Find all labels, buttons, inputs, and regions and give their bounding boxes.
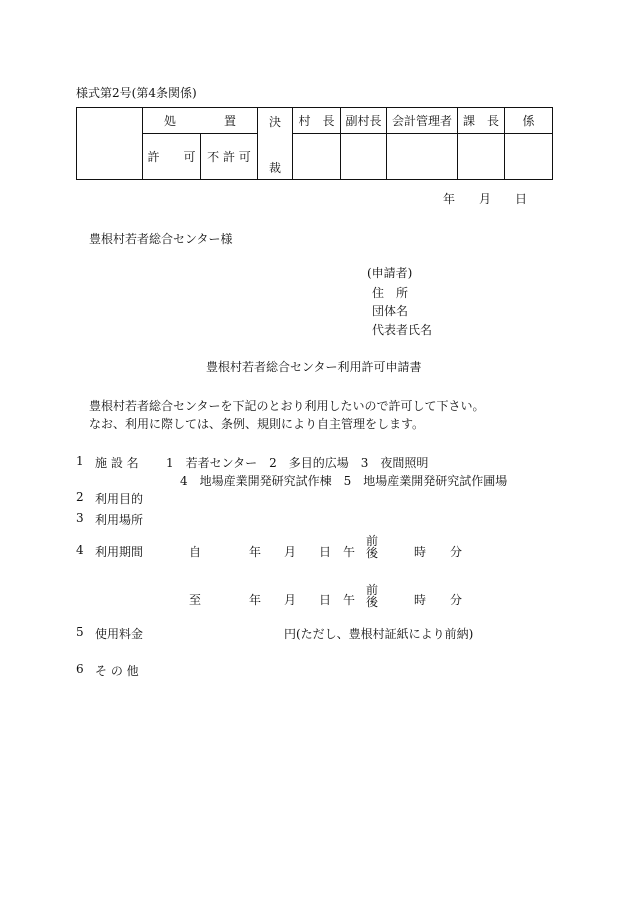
- fukusoncho-header: 副村長: [341, 108, 387, 134]
- purpose-label: 利用目的: [95, 492, 144, 506]
- applicant-label: (申請者): [367, 266, 413, 280]
- fee-label: 使用料金: [95, 627, 144, 641]
- fukyoka-cell: 不 許 可: [201, 134, 258, 180]
- to-ampm-bottom: 後: [366, 595, 379, 609]
- to-minute: 分: [450, 593, 463, 607]
- from-year: 年: [249, 545, 262, 559]
- to-ampm-top: 前: [366, 583, 379, 597]
- intro-line-2: なお、利用に際しては、条例、規則により自主管理をします。: [89, 417, 425, 431]
- fee-num: 5: [76, 625, 84, 639]
- from-minute: 分: [450, 545, 463, 559]
- soncho-stamp: [293, 134, 341, 180]
- fee-text: 円(ただし、豊根村証紙により前納): [284, 627, 474, 641]
- period-num: 4: [76, 543, 84, 557]
- fukusoncho-stamp: [341, 134, 387, 180]
- to-day: 日: [319, 593, 332, 607]
- kakari-header: 係: [505, 108, 553, 134]
- intro-line-1: 豊根村若者総合センターを下記のとおり利用したいので許可して下さい。: [89, 399, 485, 413]
- ketsu-label: 決: [268, 115, 281, 129]
- facility-options-2: 4 地場産業開発研究試作棟 5 地場産業開発研究試作圃場: [180, 474, 508, 488]
- facility-options-1: 1 若者センター 2 多目的広場 3 夜間照明: [166, 456, 429, 470]
- date-line: 年 月 日: [443, 192, 528, 206]
- kacho-stamp: [458, 134, 505, 180]
- applicant-representative: 代表者氏名: [372, 323, 433, 337]
- shochi-header: 処 置: [143, 108, 258, 134]
- other-label: そ の 他: [95, 664, 139, 678]
- from-hour: 時: [414, 545, 427, 559]
- to-ampm: [366, 584, 378, 609]
- ketsusai-cell: [258, 108, 293, 180]
- from-ampm-top: 前: [366, 534, 379, 548]
- to-month: 月: [284, 593, 297, 607]
- approval-table: [76, 107, 553, 180]
- to-hour: 時: [414, 593, 427, 607]
- place-num: 3: [76, 511, 84, 525]
- place-label: 利用場所: [95, 513, 144, 527]
- page-title: 豊根村若者総合センター利用許可申請書: [206, 360, 422, 374]
- from-ampm-bottom: 後: [366, 546, 379, 560]
- purpose-num: 2: [76, 490, 84, 504]
- addressee: 豊根村若者総合センター様: [89, 232, 233, 246]
- period-from: 自: [189, 545, 202, 559]
- kacho-header: 課 長: [458, 108, 505, 134]
- blank-cell: [77, 108, 143, 180]
- kaikei-header: 会計管理者: [387, 108, 458, 134]
- applicant-address: 住 所: [372, 286, 409, 300]
- other-num: 6: [76, 662, 84, 676]
- to-ampm-prefix: 午: [343, 593, 356, 607]
- from-day: 日: [319, 545, 332, 559]
- sai-label: 裁: [268, 161, 281, 175]
- kakari-stamp: [505, 134, 553, 180]
- from-ampm: [366, 535, 378, 560]
- to-year: 年: [249, 593, 262, 607]
- period-to: 至: [189, 593, 202, 607]
- soncho-header: 村 長: [293, 108, 341, 134]
- kyoka-cell: 許 可: [143, 134, 201, 180]
- facility-num: 1: [76, 454, 84, 468]
- from-month: 月: [284, 545, 297, 559]
- form-label: 様式第2号(第4条関係): [76, 86, 197, 100]
- from-ampm-prefix: 午: [343, 545, 356, 559]
- facility-label: 施 設 名: [95, 456, 139, 470]
- kaikei-stamp: [387, 134, 458, 180]
- period-label: 利用期間: [95, 545, 144, 559]
- applicant-group: 団体名: [372, 304, 409, 318]
